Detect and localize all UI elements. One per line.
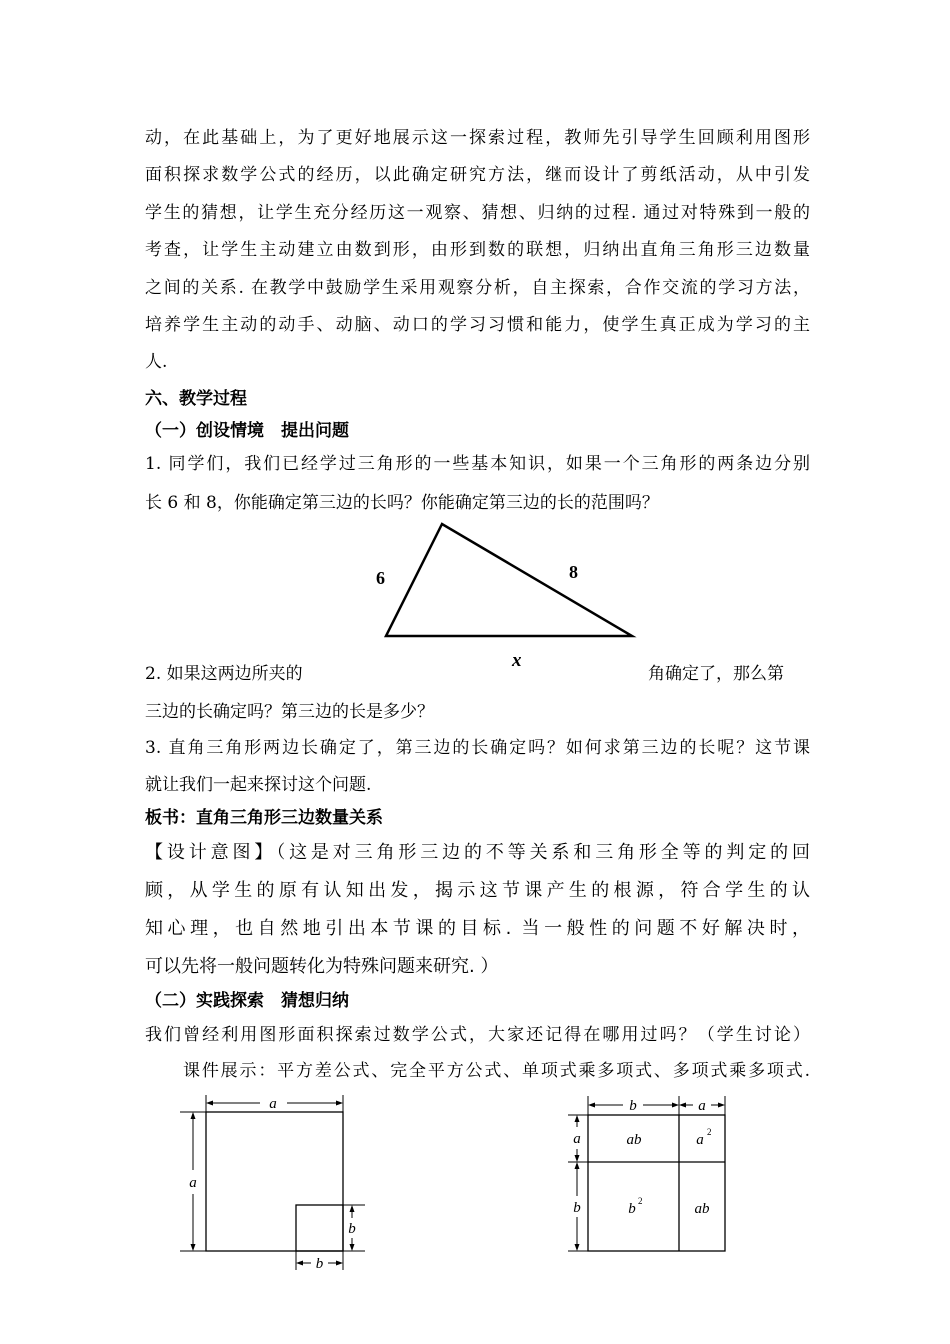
difference-of-squares-figure <box>175 1090 375 1280</box>
paragraph-line: 人. <box>145 352 168 372</box>
triangle-side-x-label: x <box>512 650 522 671</box>
design-intent-line: 【设计意图】（这是对三角形三边的不等关系和三角形全等的判定的回 <box>145 842 810 863</box>
cell-a-squared: a <box>696 1132 704 1148</box>
paragraph-line: 之间的关系. 在教学中鼓励学生采用观察分析，自主探索，合作交流的学习方法， <box>145 278 810 298</box>
question-2-line: 三边的长确定吗？第三边的长是多少？ <box>145 702 434 722</box>
triangle-shape <box>386 524 632 636</box>
top-b-label: b <box>629 1098 637 1114</box>
cell-a-squared-exponent: 2 <box>707 1127 712 1137</box>
question-2-right: 角确定了，那么第 <box>648 664 784 684</box>
side-a-label: a <box>573 1131 581 1147</box>
cell-b-squared: b <box>628 1201 636 1217</box>
cell-b-squared-exponent: 2 <box>638 1196 643 1206</box>
question-2-left: 2. 如果这两边所夹的 <box>145 664 303 684</box>
question-3-line: 3. 直角三角形两边长确定了，第三边的长确定吗？如何求第三边的长呢？这节课 <box>145 738 810 758</box>
side-dimension-label: a <box>189 1175 197 1191</box>
question-3-line: 就让我们一起来探讨这个问题. <box>145 775 372 795</box>
cell-ab-bottom: ab <box>694 1201 710 1217</box>
practice-line: 我们曾经利用图形面积探索过数学公式，大家还记得在哪用过吗？（学生讨论） <box>145 1025 810 1045</box>
triangle-side-6-label: 6 <box>376 568 385 588</box>
small-bottom-label: b <box>315 1256 324 1272</box>
top-a-label: a <box>698 1098 706 1114</box>
triangle-figure <box>360 518 660 678</box>
small-square <box>296 1205 343 1251</box>
design-intent-line: 知心理，也自然地引出本节课的目标. 当一般性的问题不好解决时， <box>145 918 810 939</box>
section-heading: 六、教学过程 <box>145 389 247 409</box>
board-heading: 板书：直角三角形三边数量关系 <box>145 808 383 828</box>
question-1-line: 1. 同学们，我们已经学过三角形的一些基本知识，如果一个三角形的两条边分别 <box>145 454 810 474</box>
paragraph-line: 学生的猜想，让学生充分经历这一观察、猜想、归纳的过程. 通过对特殊到一般的 <box>145 203 810 223</box>
paragraph-line: 培养学生主动的动手、动脑、动口的学习习惯和能力，使学生真正成为学习的主 <box>145 315 810 335</box>
design-intent-line: 可以先将一般问题转化为特殊问题来研究. ） <box>145 956 499 977</box>
subsection-heading: （一）创设情境 提出问题 <box>145 421 349 441</box>
paragraph-line: 面积探求数学公式的经历，以此确定研究方法，继而设计了剪纸活动，从中引发 <box>145 165 810 185</box>
question-1-line: 长 6 和 8，你能确定第三边的长吗？你能确定第三边的长的范围吗？ <box>145 493 659 513</box>
cell-ab-top: ab <box>626 1132 642 1148</box>
subsection-heading: （二）实践探索 猜想归纳 <box>145 991 349 1011</box>
design-intent-line: 顾，从学生的原有认知出发，揭示这节课产生的根源，符合学生的认 <box>145 880 810 901</box>
top-dimension-label: a <box>269 1096 277 1112</box>
small-side-label: b <box>348 1221 356 1237</box>
perfect-square-figure <box>560 1090 750 1265</box>
paragraph-line: 动，在此基础上，为了更好地展示这一探索过程，教师先引导学生回顾利用图形 <box>145 128 810 148</box>
outer-square <box>588 1115 725 1251</box>
courseware-line: 课件展示：平方差公式、完全平方公式、单项式乘多项式、多项式乘多项式. <box>183 1061 810 1081</box>
big-square <box>206 1112 343 1251</box>
side-b-label: b <box>573 1200 581 1216</box>
triangle-side-8-label: 8 <box>569 562 578 582</box>
paragraph-line: 考查，让学生主动建立由数到形，由形到数的联想，归纳出直角三角形三边数量 <box>145 240 810 260</box>
